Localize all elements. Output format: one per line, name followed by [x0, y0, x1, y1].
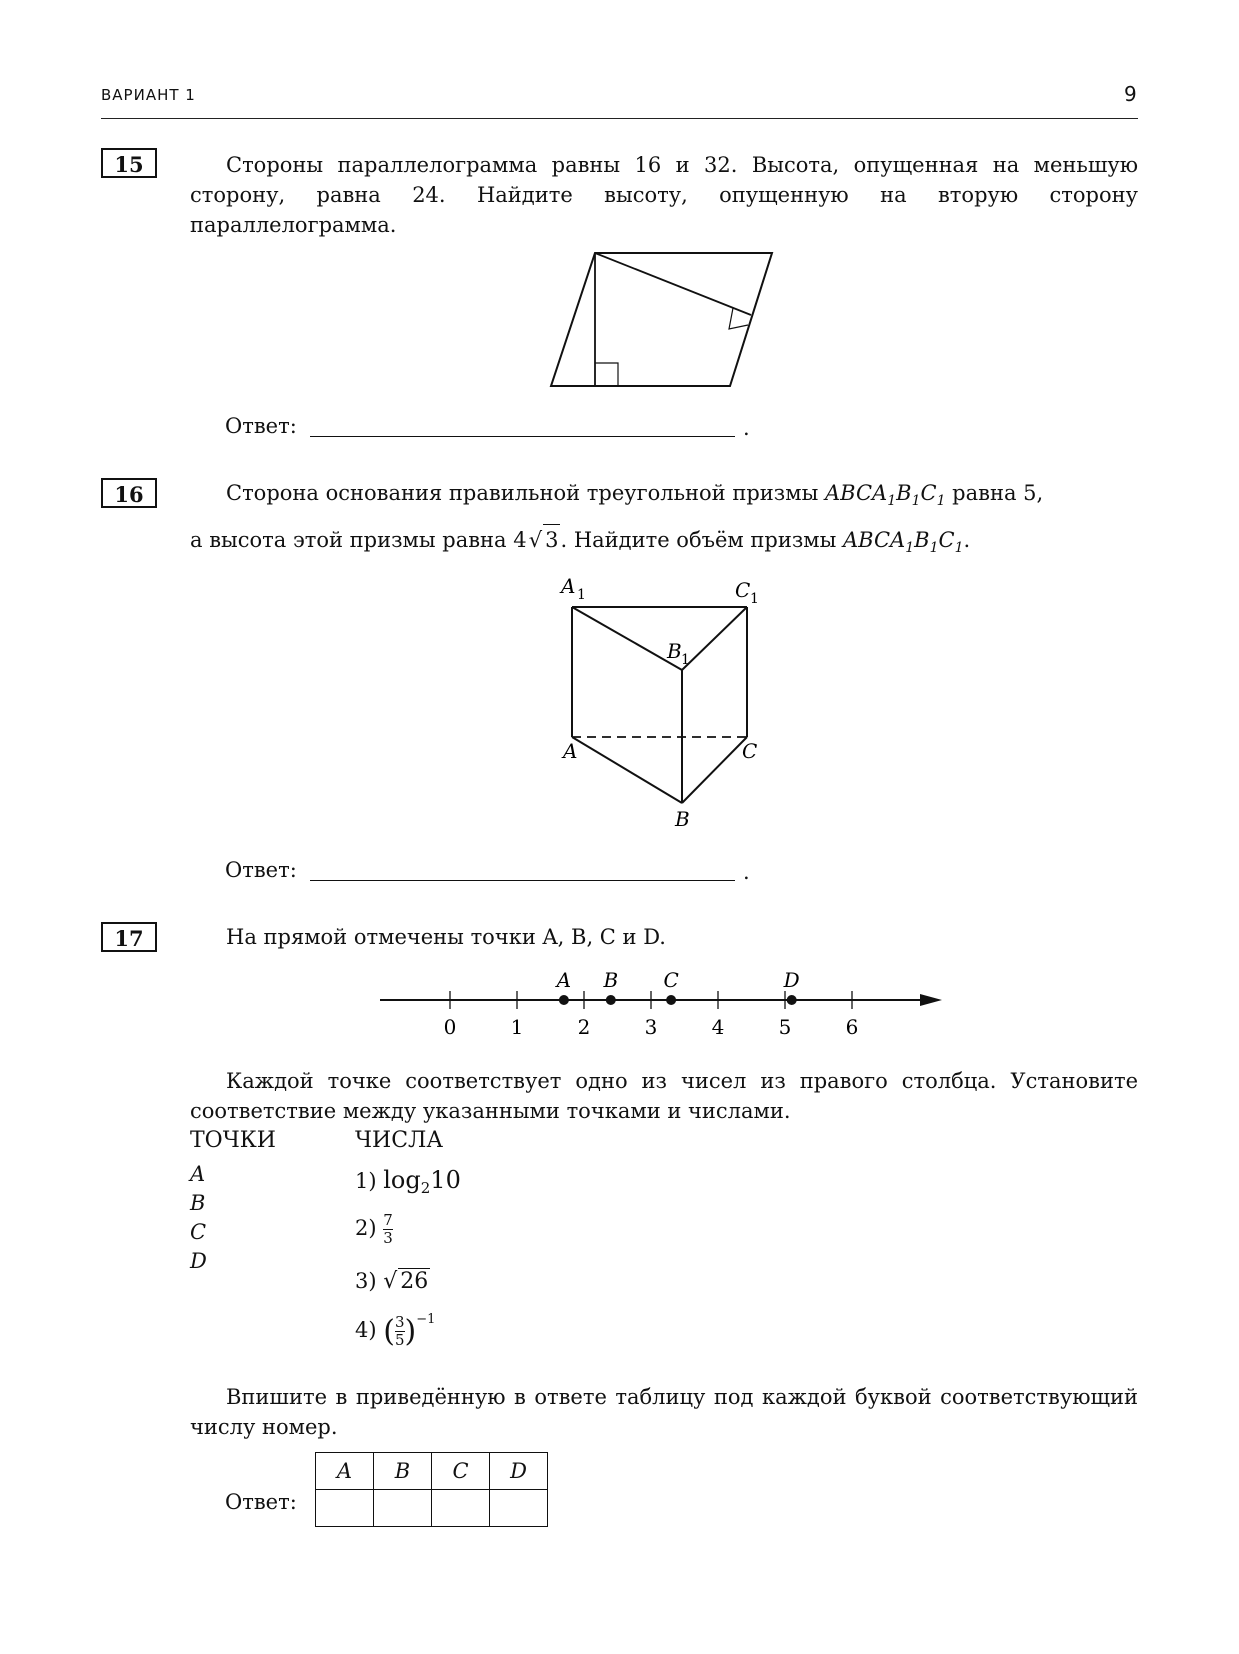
- page-number: 9: [1124, 82, 1137, 106]
- task-15-answer-dot: .: [743, 416, 750, 440]
- task-16-number: 16: [101, 478, 157, 508]
- edge-a1b1: [572, 607, 682, 670]
- task-17-table-instruction: [190, 1382, 1138, 1442]
- option-1-number: 1): [355, 1169, 377, 1193]
- answer-table-header-row: [316, 1453, 548, 1490]
- label-b1: B: [667, 639, 682, 663]
- option-1-log: log: [383, 1166, 421, 1194]
- answer-header-c: C: [432, 1453, 490, 1490]
- point-a: [559, 995, 569, 1005]
- option-4-left-paren: (: [383, 1314, 395, 1349]
- task-16-line1-end: равна 5,: [945, 481, 1044, 505]
- prism-name: $ABCA_1B_1C_1$: [824, 481, 946, 509]
- edge-ab: [572, 737, 682, 803]
- task-16-answer-field[interactable]: [310, 880, 735, 881]
- task-16-line1-text: Сторона основания правильной треугольной призмы: [226, 481, 825, 505]
- option-4-right-paren: ): [404, 1314, 417, 1349]
- task-16-line2-text: а высота этой призмы равна 4: [190, 528, 527, 552]
- task-15-text-content: Стороны параллелограмма равны 16 и 32. Высота, опущенная на меньшую сторону, равна 24. Найдите высоту, опущенную на вторую сторону параллелограмма.: [190, 153, 1138, 237]
- header-divider: [101, 118, 1138, 119]
- label-a1: A: [561, 574, 576, 598]
- task-17-number: 17: [101, 922, 157, 952]
- task-15-text: [190, 150, 1138, 240]
- task-16-answer-label: Ответ:: [225, 858, 297, 882]
- tick-label-6: 6: [845, 1015, 859, 1039]
- answer-header-b: B: [374, 1453, 432, 1490]
- prism-figure: [545, 570, 785, 835]
- task-15-answer-label: Ответ:: [225, 414, 297, 438]
- point-label-b: B: [603, 968, 619, 992]
- option-2-number: 2): [355, 1216, 377, 1240]
- task-16-answer-dot: .: [743, 860, 750, 884]
- right-angle-mark-bottom: [595, 363, 618, 386]
- label-b1-sub: 1: [681, 652, 690, 668]
- task-17-table-instruction-text: Впишите в приведённую в ответе таблицу под каждой буквой соответствующий числу номер.: [190, 1385, 1138, 1439]
- height-root-value: 3: [543, 524, 560, 555]
- tick-label-3: 3: [644, 1015, 658, 1039]
- prism-name-2: $ABCA_1B_1C_1$: [843, 528, 964, 556]
- option-4: [355, 1312, 435, 1349]
- option-4-denominator: 5: [394, 1331, 405, 1349]
- point-label-a: A: [556, 968, 572, 992]
- height-to-right-side: [595, 253, 751, 315]
- number-line: [370, 960, 950, 1040]
- task-16-line2: а высота этой призмы равна 4 √ 3. Найдите объём призмы $ABCA_1B_1C_1$.: [190, 524, 1138, 563]
- task-16-line2-mid: . Найдите объём призмы: [560, 528, 843, 552]
- numbers-column-header: ЧИСЛА: [355, 1128, 444, 1153]
- option-4-number: 4): [355, 1318, 377, 1342]
- option-4-numerator: 3: [394, 1313, 405, 1331]
- parallelogram-outline: [551, 253, 772, 386]
- answer-header-d: D: [490, 1453, 548, 1490]
- point-label-c: C: [663, 968, 679, 992]
- task-16-line1: [190, 478, 1138, 516]
- tick-label-1: 1: [510, 1015, 524, 1039]
- answer-cell-d[interactable]: [490, 1490, 548, 1527]
- option-2-fraction: [383, 1212, 393, 1247]
- point-label-d: D: [190, 1249, 207, 1273]
- task-17-intro-text: На прямой отмечены точки A, B, C и D.: [226, 925, 666, 949]
- label-c1: C: [735, 578, 751, 602]
- task-17-answer-label: Ответ:: [225, 1490, 297, 1514]
- answer-cell-a[interactable]: [316, 1490, 374, 1527]
- option-1-base: 2: [420, 1179, 431, 1197]
- label-a: A: [563, 739, 578, 763]
- option-2-denominator: 3: [383, 1229, 393, 1247]
- tick-label-0: 0: [443, 1015, 457, 1039]
- point-b: [606, 995, 616, 1005]
- point-label-a: A: [190, 1162, 206, 1186]
- parallelogram-figure: [540, 245, 780, 390]
- option-2-numerator: 7: [383, 1211, 393, 1229]
- points-column-header: ТОЧКИ: [190, 1128, 276, 1153]
- option-3: 3) √ 26: [355, 1269, 429, 1294]
- tick-label-5: 5: [778, 1015, 792, 1039]
- answer-cell-b[interactable]: [374, 1490, 432, 1527]
- option-4-exponent: −1: [416, 1312, 436, 1327]
- task-17-instruction-text: Каждой точке соответствует одно из чисел из правого столбца. Установите соответствие между указанными точками и числами.: [190, 1069, 1138, 1123]
- option-4-fraction: [395, 1314, 405, 1349]
- point-label-c: C: [190, 1220, 207, 1244]
- answer-header-a: A: [316, 1453, 374, 1490]
- variant-label: ВАРИАНТ 1: [101, 86, 196, 104]
- label-c: C: [742, 739, 758, 763]
- label-b: B: [675, 807, 690, 831]
- task-15-number: 15: [101, 148, 157, 178]
- answer-cell-c[interactable]: [432, 1490, 490, 1527]
- option-1: [355, 1166, 461, 1197]
- task-15-answer-field[interactable]: [310, 436, 735, 437]
- right-angle-mark-side: [729, 308, 748, 329]
- point-label-b: B: [190, 1191, 206, 1215]
- label-a1-sub: 1: [577, 587, 586, 603]
- edge-b1c1: [682, 607, 747, 670]
- task-17-instruction: [190, 1066, 1138, 1126]
- label-c1-sub: 1: [750, 591, 759, 607]
- option-1-argument: 10: [430, 1166, 461, 1194]
- number-line-arrow: [920, 994, 942, 1006]
- edge-bc: [682, 737, 747, 803]
- option-2: [355, 1212, 393, 1247]
- tick-label-4: 4: [711, 1015, 725, 1039]
- point-c: [666, 995, 676, 1005]
- task-16-line2-end: .: [963, 528, 971, 552]
- point-d: [787, 995, 797, 1005]
- option-3-root-value: 26: [400, 1269, 429, 1294]
- point-label-d: D: [783, 968, 800, 992]
- answer-table-input-row: [316, 1490, 548, 1527]
- task-17-answer-table: [315, 1452, 548, 1527]
- task-17-intro: [190, 922, 1138, 952]
- tick-label-2: 2: [577, 1015, 591, 1039]
- option-3-number: 3): [355, 1269, 377, 1293]
